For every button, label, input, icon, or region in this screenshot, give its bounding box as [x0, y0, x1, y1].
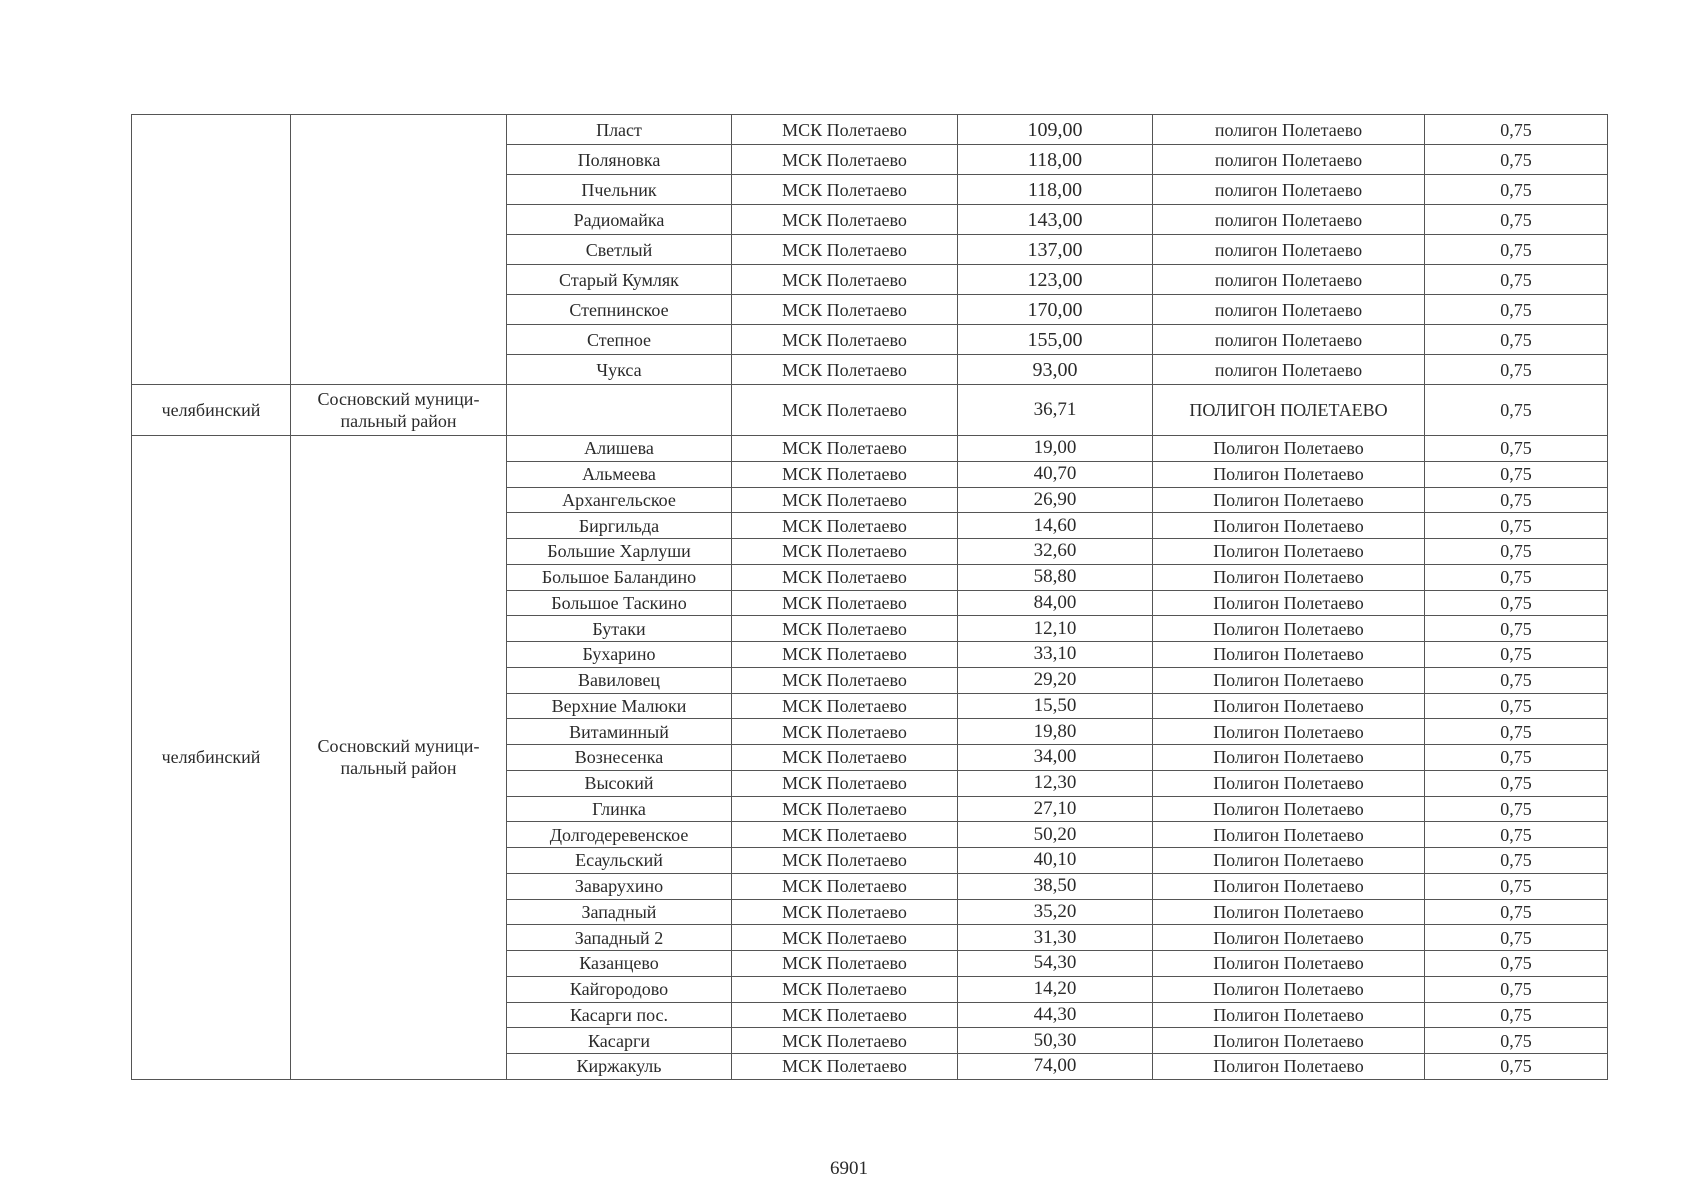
landfill-cell: Полигон Полетаево: [1153, 436, 1425, 462]
landfill-cell: Полигон Полетаево: [1153, 745, 1425, 771]
station-cell: МСК Полетаево: [732, 642, 958, 668]
coefficient-cell: 0,75: [1425, 590, 1608, 616]
distance-cell: 15,50: [958, 693, 1153, 719]
coefficient-cell: 0,75: [1425, 115, 1608, 145]
station-cell: МСК Полетаево: [732, 436, 958, 462]
coefficient-cell: 0,75: [1425, 616, 1608, 642]
coefficient-cell: 0,75: [1425, 235, 1608, 265]
district-cell: Сосновский муници-пальный район: [291, 385, 507, 436]
landfill-cell: полигон Полетаево: [1153, 355, 1425, 385]
coefficient-cell: 0,75: [1425, 796, 1608, 822]
settlement-cell: Архангельское: [507, 487, 732, 513]
coefficient-cell: 0,75: [1425, 145, 1608, 175]
landfill-cell: полигон Полетаево: [1153, 265, 1425, 295]
settlement-cell: Светлый: [507, 235, 732, 265]
landfill-cell: Полигон Полетаево: [1153, 513, 1425, 539]
settlement-cell: Есаульский: [507, 848, 732, 874]
coefficient-cell: 0,75: [1425, 719, 1608, 745]
distance-cell: 38,50: [958, 873, 1153, 899]
distance-cell: 31,30: [958, 925, 1153, 951]
station-cell: МСК Полетаево: [732, 745, 958, 771]
station-cell: МСК Полетаево: [732, 235, 958, 265]
distance-cell: 40,10: [958, 848, 1153, 874]
settlement-cell: Киржакуль: [507, 1054, 732, 1080]
landfill-cell: полигон Полетаево: [1153, 325, 1425, 355]
station-cell: МСК Полетаево: [732, 205, 958, 235]
coefficient-cell: 0,75: [1425, 487, 1608, 513]
distance-cell: 74,00: [958, 1054, 1153, 1080]
settlement-cell: Чукса: [507, 355, 732, 385]
page-number: 6901: [830, 1158, 868, 1179]
station-cell: МСК Полетаево: [732, 1028, 958, 1054]
settlement-cell: Глинка: [507, 796, 732, 822]
landfill-cell: полигон Полетаево: [1153, 205, 1425, 235]
station-cell: МСК Полетаево: [732, 1054, 958, 1080]
distance-cell: 109,00: [958, 115, 1153, 145]
station-cell: МСК Полетаево: [732, 848, 958, 874]
distance-cell: 19,80: [958, 719, 1153, 745]
settlement-cell: Бутаки: [507, 616, 732, 642]
distance-cell: 54,30: [958, 951, 1153, 977]
settlement-cell: Пчельник: [507, 175, 732, 205]
coefficient-cell: 0,75: [1425, 951, 1608, 977]
distance-cell: 19,00: [958, 436, 1153, 462]
coefficient-cell: 0,75: [1425, 745, 1608, 771]
station-cell: МСК Полетаево: [732, 265, 958, 295]
station-cell: МСК Полетаево: [732, 295, 958, 325]
station-cell: МСК Полетаево: [732, 145, 958, 175]
coefficient-cell: 0,75: [1425, 642, 1608, 668]
coefficient-cell: 0,75: [1425, 873, 1608, 899]
landfill-cell: полигон Полетаево: [1153, 295, 1425, 325]
distance-cell: 36,71: [958, 385, 1153, 436]
coefficient-cell: 0,75: [1425, 436, 1608, 462]
coefficient-cell: 0,75: [1425, 205, 1608, 235]
settlement-cell: Высокий: [507, 770, 732, 796]
settlement-cell: Бухарино: [507, 642, 732, 668]
station-cell: МСК Полетаево: [732, 175, 958, 205]
distance-cell: 170,00: [958, 295, 1153, 325]
coefficient-cell: 0,75: [1425, 461, 1608, 487]
table-row: [132, 115, 1608, 145]
coefficient-cell: 0,75: [1425, 175, 1608, 205]
settlement-cell: Алишева: [507, 436, 732, 462]
settlement-cell: Старый Кумляк: [507, 265, 732, 295]
station-cell: МСК Полетаево: [732, 693, 958, 719]
coefficient-cell: 0,75: [1425, 1054, 1608, 1080]
settlement-cell: Пласт: [507, 115, 732, 145]
landfill-cell: Полигон Полетаево: [1153, 590, 1425, 616]
settlement-cell: Верхние Малюки: [507, 693, 732, 719]
station-cell: МСК Полетаево: [732, 513, 958, 539]
routes-table: [131, 114, 1608, 1080]
station-cell: МСК Полетаево: [732, 564, 958, 590]
landfill-cell: Полигон Полетаево: [1153, 899, 1425, 925]
distance-cell: 40,70: [958, 461, 1153, 487]
settlement-cell: Казанцево: [507, 951, 732, 977]
station-cell: МСК Полетаево: [732, 487, 958, 513]
settlement-cell: Альмеева: [507, 461, 732, 487]
station-cell: МСК Полетаево: [732, 770, 958, 796]
settlement-cell: Кайгородово: [507, 976, 732, 1002]
settlement-cell: Вавиловец: [507, 667, 732, 693]
distance-cell: 93,00: [958, 355, 1153, 385]
coefficient-cell: 0,75: [1425, 770, 1608, 796]
distance-cell: 32,60: [958, 539, 1153, 565]
distance-cell: 12,10: [958, 616, 1153, 642]
settlement-cell: Вознесенка: [507, 745, 732, 771]
distance-cell: 50,20: [958, 822, 1153, 848]
station-cell: МСК Полетаево: [732, 1002, 958, 1028]
station-cell: МСК Полетаево: [732, 385, 958, 436]
zone-cell: челябинский: [132, 436, 291, 1080]
landfill-cell: полигон Полетаево: [1153, 175, 1425, 205]
coefficient-cell: 0,75: [1425, 265, 1608, 295]
landfill-cell: полигон Полетаево: [1153, 145, 1425, 175]
settlement-cell: Большие Харлуши: [507, 539, 732, 565]
settlement-cell: Касарги: [507, 1028, 732, 1054]
settlement-cell: Долгодеревенское: [507, 822, 732, 848]
distance-cell: 118,00: [958, 145, 1153, 175]
coefficient-cell: 0,75: [1425, 1028, 1608, 1054]
distance-cell: 44,30: [958, 1002, 1153, 1028]
coefficient-cell: 0,75: [1425, 539, 1608, 565]
settlement-cell: [507, 385, 732, 436]
settlement-cell: Поляновка: [507, 145, 732, 175]
landfill-cell: полигон Полетаево: [1153, 235, 1425, 265]
distance-cell: 143,00: [958, 205, 1153, 235]
station-cell: МСК Полетаево: [732, 355, 958, 385]
station-cell: МСК Полетаево: [732, 461, 958, 487]
landfill-cell: Полигон Полетаево: [1153, 822, 1425, 848]
settlement-cell: Радиомайка: [507, 205, 732, 235]
landfill-cell: Полигон Полетаево: [1153, 1054, 1425, 1080]
station-cell: МСК Полетаево: [732, 873, 958, 899]
landfill-cell: ПОЛИГОН ПОЛЕТАЕВО: [1153, 385, 1425, 436]
station-cell: МСК Полетаево: [732, 976, 958, 1002]
distance-cell: 12,30: [958, 770, 1153, 796]
station-cell: МСК Полетаево: [732, 951, 958, 977]
distance-cell: 118,00: [958, 175, 1153, 205]
settlement-cell: Западный: [507, 899, 732, 925]
landfill-cell: Полигон Полетаево: [1153, 976, 1425, 1002]
coefficient-cell: 0,75: [1425, 355, 1608, 385]
landfill-cell: Полигон Полетаево: [1153, 925, 1425, 951]
coefficient-cell: 0,75: [1425, 325, 1608, 355]
landfill-cell: Полигон Полетаево: [1153, 719, 1425, 745]
distance-cell: 155,00: [958, 325, 1153, 355]
station-cell: МСК Полетаево: [732, 115, 958, 145]
landfill-cell: Полигон Полетаево: [1153, 770, 1425, 796]
station-cell: МСК Полетаево: [732, 667, 958, 693]
coefficient-cell: 0,75: [1425, 899, 1608, 925]
landfill-cell: Полигон Полетаево: [1153, 487, 1425, 513]
landfill-cell: Полигон Полетаево: [1153, 693, 1425, 719]
landfill-cell: полигон Полетаево: [1153, 115, 1425, 145]
zone-cell: челябинский: [132, 385, 291, 436]
settlement-cell: Большое Таскино: [507, 590, 732, 616]
landfill-cell: Полигон Полетаево: [1153, 461, 1425, 487]
district-cell: Сосновский муници-пальный район: [291, 436, 507, 1080]
distance-cell: 14,60: [958, 513, 1153, 539]
station-cell: МСК Полетаево: [732, 822, 958, 848]
zone-cell-empty: [132, 115, 291, 385]
settlement-cell: Заварухино: [507, 873, 732, 899]
coefficient-cell: 0,75: [1425, 693, 1608, 719]
landfill-cell: Полигон Полетаево: [1153, 848, 1425, 874]
distance-cell: 14,20: [958, 976, 1153, 1002]
settlement-cell: Витаминный: [507, 719, 732, 745]
station-cell: МСК Полетаево: [732, 925, 958, 951]
distance-cell: 29,20: [958, 667, 1153, 693]
coefficient-cell: 0,75: [1425, 1002, 1608, 1028]
settlement-cell: Большое Баландино: [507, 564, 732, 590]
settlement-cell: Степное: [507, 325, 732, 355]
coefficient-cell: 0,75: [1425, 976, 1608, 1002]
coefficient-cell: 0,75: [1425, 385, 1608, 436]
station-cell: МСК Полетаево: [732, 796, 958, 822]
routes-table-body: [132, 115, 1608, 1080]
distance-cell: 137,00: [958, 235, 1153, 265]
landfill-cell: Полигон Полетаево: [1153, 667, 1425, 693]
landfill-cell: Полигон Полетаево: [1153, 796, 1425, 822]
coefficient-cell: 0,75: [1425, 513, 1608, 539]
station-cell: МСК Полетаево: [732, 590, 958, 616]
station-cell: МСК Полетаево: [732, 616, 958, 642]
coefficient-cell: 0,75: [1425, 667, 1608, 693]
distance-cell: 34,00: [958, 745, 1153, 771]
distance-cell: 50,30: [958, 1028, 1153, 1054]
landfill-cell: Полигон Полетаево: [1153, 564, 1425, 590]
distance-cell: 58,80: [958, 564, 1153, 590]
landfill-cell: Полигон Полетаево: [1153, 951, 1425, 977]
landfill-cell: Полигон Полетаево: [1153, 873, 1425, 899]
station-cell: МСК Полетаево: [732, 899, 958, 925]
station-cell: МСК Полетаево: [732, 325, 958, 355]
landfill-cell: Полигон Полетаево: [1153, 616, 1425, 642]
settlement-cell: Биргильда: [507, 513, 732, 539]
landfill-cell: Полигон Полетаево: [1153, 1028, 1425, 1054]
coefficient-cell: 0,75: [1425, 564, 1608, 590]
district-cell-empty: [291, 115, 507, 385]
landfill-cell: Полигон Полетаево: [1153, 539, 1425, 565]
settlement-cell: Касарги пос.: [507, 1002, 732, 1028]
station-cell: МСК Полетаево: [732, 539, 958, 565]
distance-cell: 84,00: [958, 590, 1153, 616]
landfill-cell: Полигон Полетаево: [1153, 1002, 1425, 1028]
coefficient-cell: 0,75: [1425, 822, 1608, 848]
distance-cell: 27,10: [958, 796, 1153, 822]
settlement-cell: Западный 2: [507, 925, 732, 951]
settlement-cell: Степнинское: [507, 295, 732, 325]
table-row: [132, 436, 1608, 462]
table-row: [132, 385, 1608, 436]
coefficient-cell: 0,75: [1425, 848, 1608, 874]
distance-cell: 26,90: [958, 487, 1153, 513]
coefficient-cell: 0,75: [1425, 925, 1608, 951]
distance-cell: 33,10: [958, 642, 1153, 668]
station-cell: МСК Полетаево: [732, 719, 958, 745]
landfill-cell: Полигон Полетаево: [1153, 642, 1425, 668]
distance-cell: 123,00: [958, 265, 1153, 295]
distance-cell: 35,20: [958, 899, 1153, 925]
coefficient-cell: 0,75: [1425, 295, 1608, 325]
